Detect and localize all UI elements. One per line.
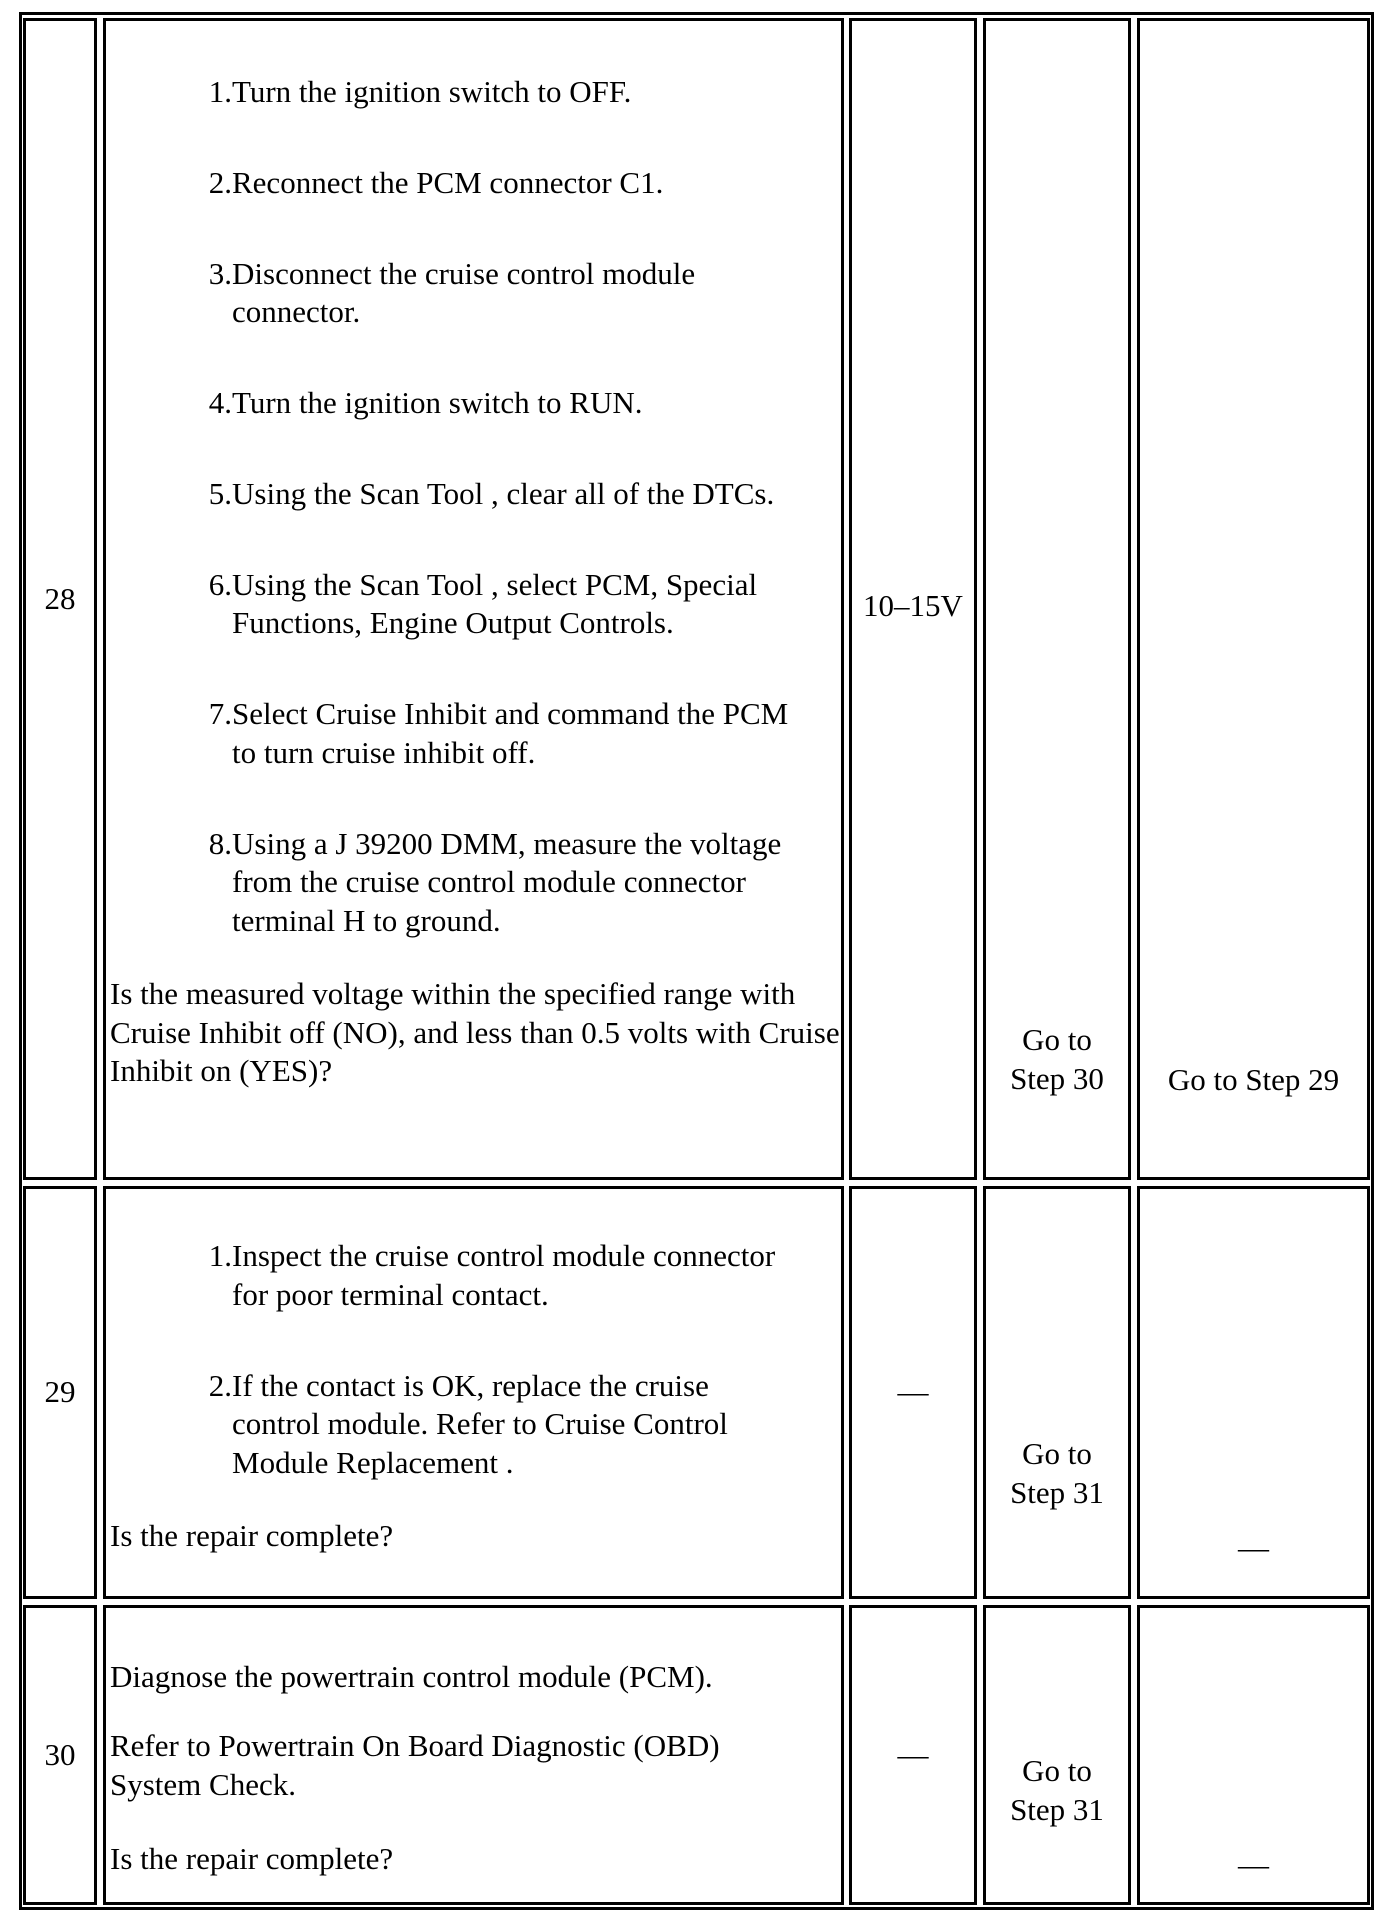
question-text: Is the measured voltage within the specified range with Cruise Inhibit off (NO), and less than 0.5 volts with Cruise Inhibit on (YES)? [110, 975, 840, 1089]
yes-action: Go to Step 31 [1010, 1753, 1104, 1827]
list-item: 6. Using the Scan Tool , select PCM, Special Functions, Engine Output Controls. [208, 566, 758, 641]
list-item: 5. Using the Scan Tool , clear all of the DTCs. [208, 475, 775, 511]
list-item: 3. Disconnect the cruise control module connector. [208, 255, 696, 330]
reference-text: Refer to Powertrain On Board Diagnostic (OBD) System Check. [110, 1727, 720, 1802]
spec-value: 10–15V [863, 588, 963, 623]
no-cell [1137, 1605, 1370, 1905]
spec-value: — [897, 1736, 929, 1772]
action-steps-list [106, 73, 841, 941]
step-number-cell [23, 1186, 97, 1599]
list-item: 4. Turn the ignition switch to RUN. [208, 385, 643, 420]
step-number: 29 [44, 1374, 76, 1410]
no-action: — [1238, 1847, 1269, 1882]
action-cell [103, 18, 844, 1180]
no-cell [1137, 1186, 1370, 1599]
yes-cell [983, 18, 1131, 1180]
yes-cell [983, 1605, 1131, 1905]
yes-action: Go to Step 31 [1010, 1436, 1104, 1510]
instruction-text: Diagnose the powertrain control module (PCM). [110, 1659, 713, 1694]
question-text: Is the repair complete? [110, 1841, 394, 1877]
action-cell [103, 1605, 844, 1905]
value-cell [849, 18, 977, 1180]
value-cell [849, 1605, 977, 1905]
yes-cell [983, 1186, 1131, 1599]
action-steps-list [106, 1237, 841, 1483]
no-action: Go to Step 29 [1167, 1062, 1340, 1097]
step-number: 30 [44, 1736, 76, 1772]
list-item: 7. Select Cruise Inhibit and command the PCM to turn cruise inhibit off. [208, 696, 789, 770]
step-number-cell [23, 1605, 97, 1905]
action-cell [103, 1186, 844, 1599]
list-item: 2. Reconnect the PCM connector C1. [208, 164, 664, 200]
yes-action: Go to Step 30 [1010, 1022, 1104, 1096]
list-item: 8. Using a J 39200 DMM, measure the voltage from the cruise control module connector terminal H to ground. [208, 825, 782, 938]
no-cell [1137, 18, 1370, 1180]
list-item: 1. Inspect the cruise control module connector for poor terminal contact. [208, 1238, 776, 1312]
no-action: — [1238, 1530, 1269, 1565]
step-number: 28 [44, 580, 76, 616]
spec-value: — [897, 1374, 929, 1410]
question-text: Is the repair complete? [110, 1517, 394, 1553]
list-item: 2. If the contact is OK, replace the cruise control module. Refer to Cruise Control Module Replacement . [208, 1367, 728, 1480]
list-item: 1. Turn the ignition switch to OFF. [208, 74, 632, 109]
step-number-cell [23, 18, 97, 1180]
value-cell [849, 1186, 977, 1599]
